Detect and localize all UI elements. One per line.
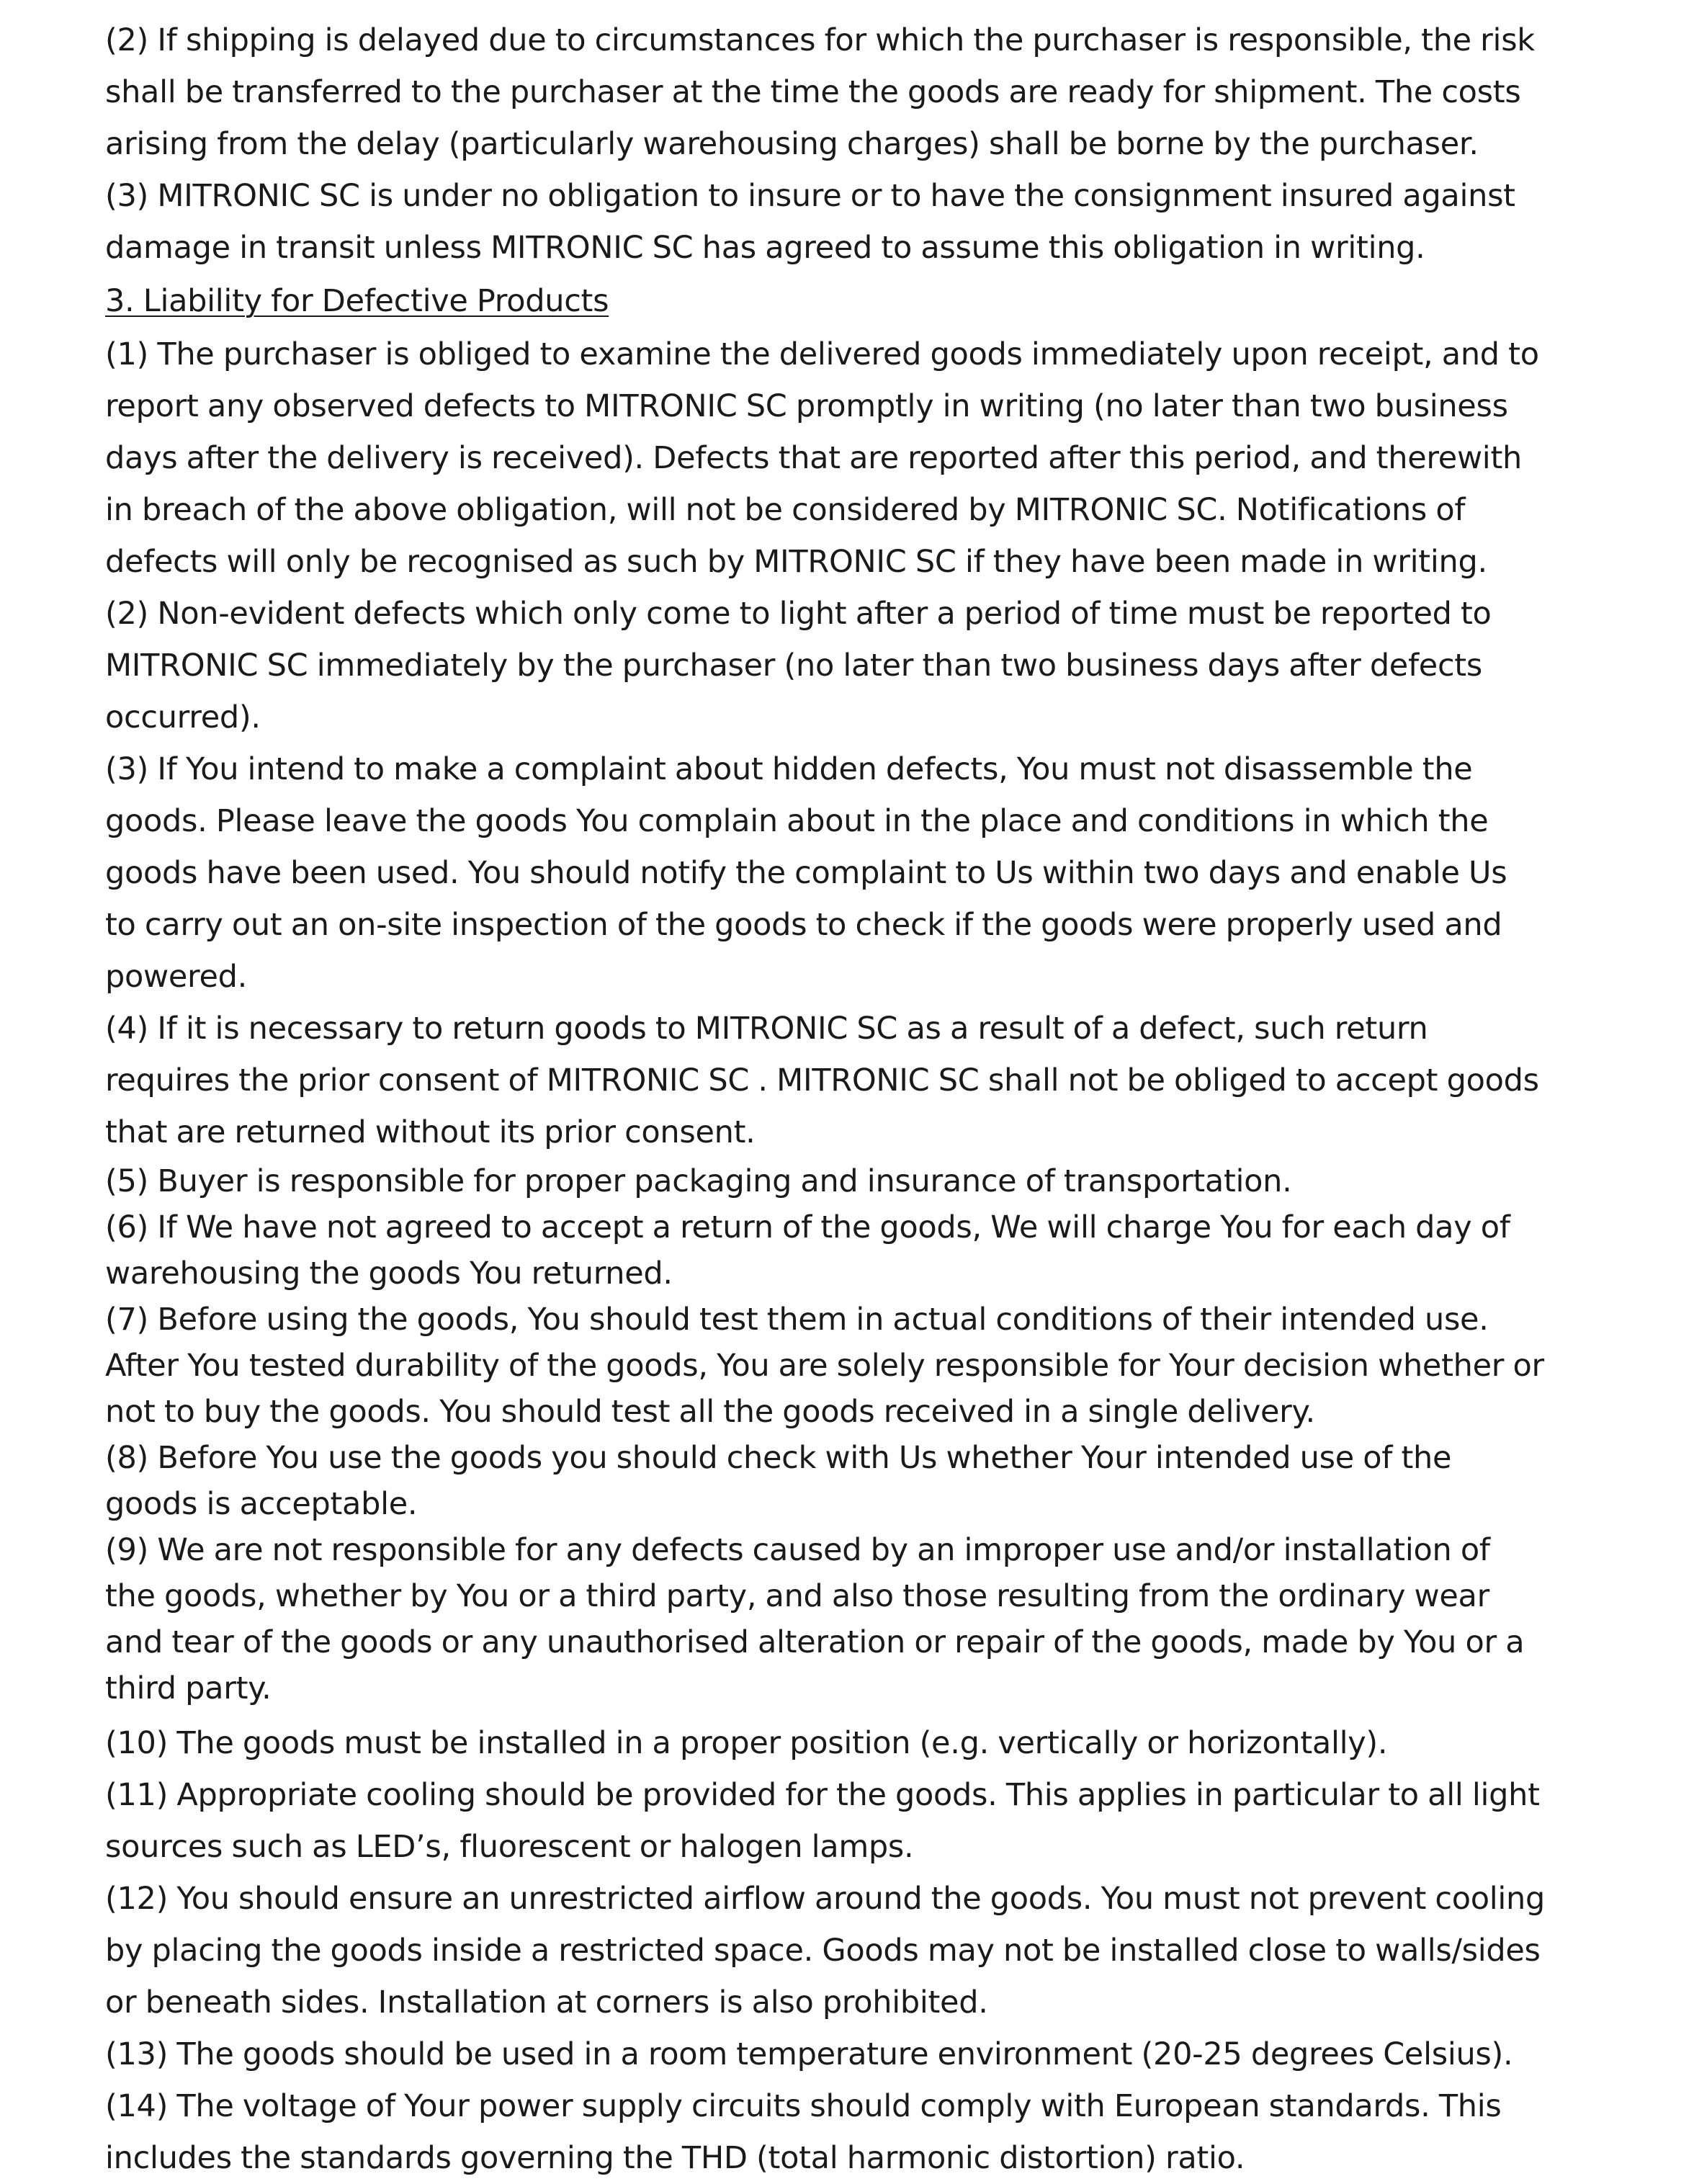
document-page (105, 14, 1546, 2184)
liability-item-1: (1) The purchaser is obliged to examine the delivered goods immediately upon receipt, and to report any observed defects to MITRONIC SC promptly in writing (no later than two business days after the delivery is received). Defects that are reported after this period, and therewith in breach of the above obligation, will not be considered by MITRONIC SC. Notifications of defects will only be recognised as such by MITRONIC SC if they have been made in writing. (105, 336, 1539, 580)
liability-item-12: (12) You should ensure an unrestricted airflow around the goods. You must not prevent cooling by placing the goods inside a restricted space. Goods may not be installed close to walls/sides or beneath sides. Installation at corners is also prohibited. (105, 1881, 1546, 2020)
liability-item-14: (14) The voltage of Your power supply circuits should comply with European standards. This includes the standards governing the THD (total harmonic distortion) ratio. (105, 2088, 1502, 2176)
liability-item-9: (9) We are not responsible for any defects caused by an improper use and/or installation of the goods, whether by You or a third party, and also those resulting from the ordinary wear and tear of the goods or any unauthorised alteration or repair of the goods, made by You or a third party. (105, 1532, 1525, 1706)
liability-item-5: (5) Buyer is responsible for proper packaging and insurance of transportation. (105, 1163, 1292, 1199)
liability-item-10: (10) The goods must be installed in a proper position (e.g. vertically or horizontally). (105, 1725, 1388, 1761)
liability-item-11: (11) Appropriate cooling should be provided for the goods. This applies in particular to all light sources such as LED’s, fluorescent or halogen lamps. (105, 1777, 1540, 1865)
paragraph-shipping-delay: (2) If shipping is delayed due to circumstances for which the purchaser is responsible, the risk shall be transferred to the purchaser at the time the goods are ready for shipment. The costs arising from the delay (particularly warehousing charges) shall be borne by the purchaser. (105, 22, 1535, 162)
liability-item-2: (2) Non-evident defects which only come to light after a period of time must be reported to MITRONIC SC immediately by the purchaser (no later than two business days after defects occurred). (105, 596, 1492, 735)
section-heading: 3. Liability for Defective Products (105, 283, 609, 319)
liability-item-7: (7) Before using the goods, You should test them in actual conditions of their intended use. After You tested durability of the goods, You are solely responsible for Your decision whether or not to buy the goods. You should test all the goods received in a single delivery. (105, 1302, 1544, 1430)
liability-item-8: (8) Before You use the goods you should check with Us whether Your intended use of the goods is acceptable. (105, 1440, 1452, 1522)
paragraph-insurance: (3) MITRONIC SC is under no obligation to insure or to have the consignment insured against damage in transit unless MITRONIC SC has agreed to assume this obligation in writing. (105, 178, 1515, 266)
liability-item-13: (13) The goods should be used in a room temperature environment (20-25 degrees Celsius). (105, 2036, 1513, 2072)
liability-item-3: (3) If You intend to make a complaint about hidden defects, You must not disassemble the goods. Please leave the goods You complain about in the place and conditions in which the goods have been used. You should notify the complaint to Us within two days and enable Us to carry out an on-site inspection of the goods to check if the goods were properly used and powered. (105, 751, 1507, 995)
liability-item-4: (4) If it is necessary to return goods to MITRONIC SC as a result of a defect, such return requires the prior consent of MITRONIC SC . MITRONIC SC shall not be obliged to accept goods that are returned without its prior consent. (105, 1011, 1539, 1150)
liability-item-6: (6) If We have not agreed to accept a return of the goods, We will charge You for each day of warehousing the goods You returned. (105, 1209, 1510, 1292)
